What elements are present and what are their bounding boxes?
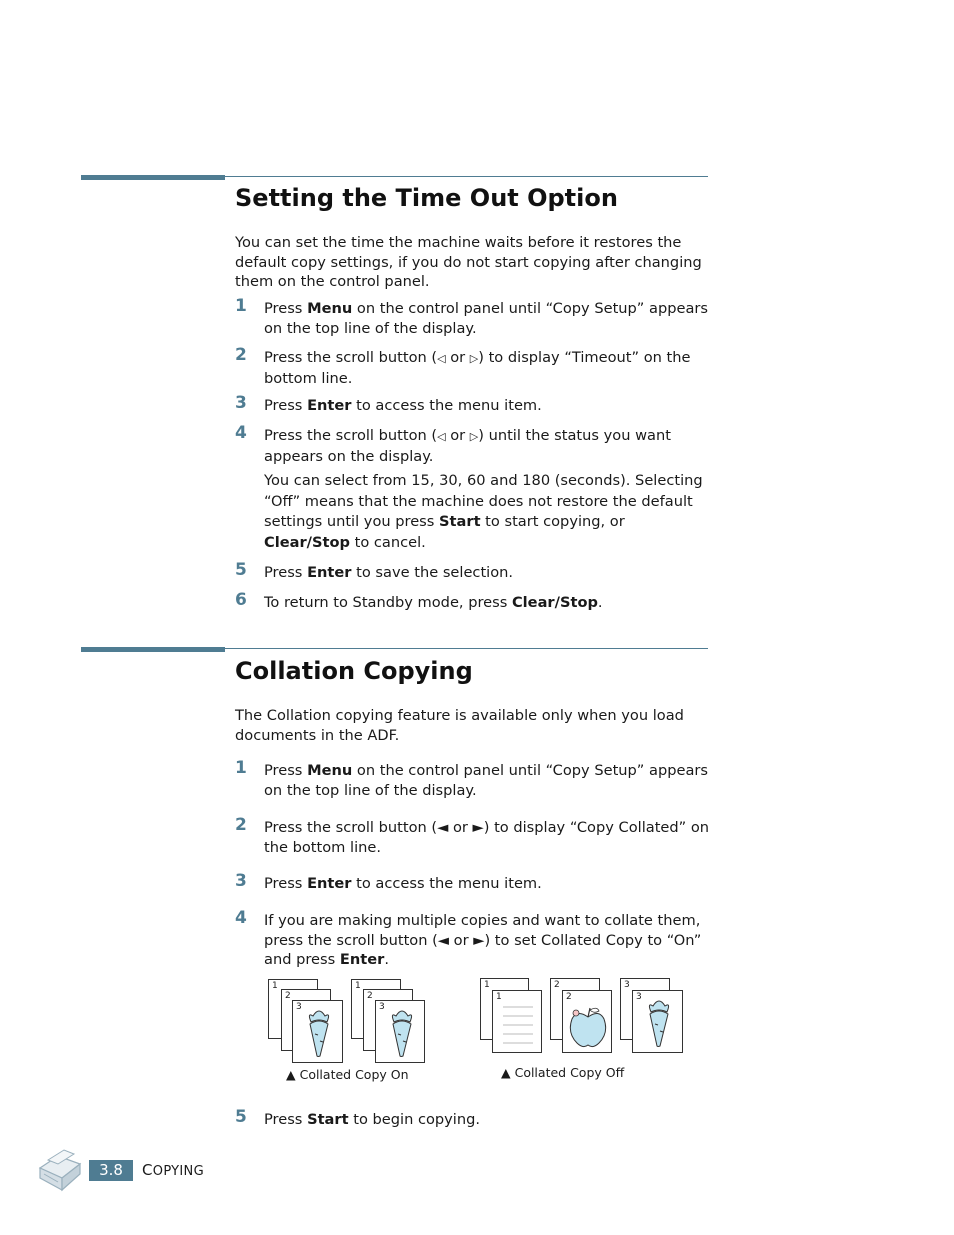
step-number: 6 (235, 590, 247, 610)
step-1: 1 Press Menu on the control panel until “Copy Setup” appears on the top line of the display. (235, 758, 709, 799)
section-heading-collation: Collation Copying (235, 657, 473, 685)
step-number: 1 (235, 296, 247, 316)
carrot-icon (303, 1008, 335, 1058)
apple-icon (567, 1005, 609, 1051)
step-number: 3 (235, 871, 247, 891)
step-6: 6 To return to Standby mode, press Clear/Stop. (235, 590, 603, 611)
page-sheet: 3 (292, 1000, 343, 1063)
section-rule-thin (225, 648, 708, 649)
figure-caption-collated-off: ▲ Collated Copy Off (501, 1065, 625, 1080)
step-number: 4 (235, 423, 247, 443)
page-sheet: 3 (375, 1000, 425, 1063)
step-4: 4 If you are making multiple copies and want to collate them, press the scroll button (◄ or ►) to set Collated Copy to “On” and press Enter. (235, 908, 702, 968)
chapter-title: COPYING (142, 1161, 204, 1179)
arrow-left-icon: ◁ (437, 430, 446, 443)
page-sheet: 2 (562, 990, 612, 1053)
step-3: 3 Press Enter to access the menu item. (235, 871, 542, 892)
step-number: 4 (235, 908, 247, 928)
arrow-right-icon: ▷ (469, 430, 479, 443)
section-rule-thin (225, 176, 708, 177)
step-1: 1 Press Menu on the control panel until “Copy Setup” appears on the top line of the display. (235, 296, 709, 337)
arrow-left-icon: ◁ (437, 352, 446, 365)
page-sheet: 2 (281, 989, 331, 1051)
page-sheet: 1 (480, 978, 529, 1040)
page-sheet: 1 (351, 979, 401, 1039)
page-sheet: 3 (620, 978, 670, 1040)
section-heading-timeout: Setting the Time Out Option (235, 184, 618, 212)
page-number-badge: 3.8 (89, 1160, 133, 1181)
step-2: 2 Press the scroll button (◁ or ▷) to display “Timeout” on the bottom line. (235, 345, 691, 387)
step-5: 5 Press Start to begin copying. (235, 1107, 481, 1128)
step-number: 2 (235, 345, 247, 365)
page-sheet: 2 (363, 989, 413, 1051)
page-sheet: 3 (632, 990, 683, 1053)
page-sheet: 1 (268, 979, 318, 1039)
arrow-right-icon: ▷ (469, 352, 479, 365)
text-lines-icon (501, 1003, 535, 1047)
step-5: 5 Press Enter to save the selection. (235, 560, 514, 581)
section-intro: The Collation copying feature is available only when you load documents in the ADF. (235, 707, 684, 744)
section-intro: You can set the time the machine waits before it restores the default copy settings, if you do not start copying after changing them on the control panel. (235, 234, 702, 290)
section-rule-thick (81, 175, 225, 180)
step-number: 5 (235, 560, 247, 580)
step-2: 2 Press the scroll button (◄ or ►) to display “Copy Collated” on the bottom line. (235, 815, 710, 856)
step-number: 1 (235, 758, 247, 778)
page-sheet: 1 (492, 990, 542, 1053)
carrot-icon (643, 998, 675, 1048)
section-rule-thick (81, 647, 225, 652)
step-number: 2 (235, 815, 247, 835)
step-number: 5 (235, 1107, 247, 1127)
step-number: 3 (235, 393, 247, 413)
figure-caption-collated-on: ▲ Collated Copy On (286, 1067, 409, 1082)
carrot-icon (386, 1008, 418, 1058)
printer-logo-icon (34, 1146, 84, 1194)
step-4: 4 Press the scroll button (◁ or ▷) until the status you want appears on the display. (235, 423, 671, 465)
step-3: 3 Press Enter to access the menu item. (235, 393, 542, 414)
page-sheet: 2 (550, 978, 600, 1040)
timeout-note: You can select from 15, 30, 60 and 180 (seconds). Selecting “Off” means that the machine does not restore the default settings until you press Start to start copying, or Clear/Stop to cancel. (264, 472, 703, 551)
